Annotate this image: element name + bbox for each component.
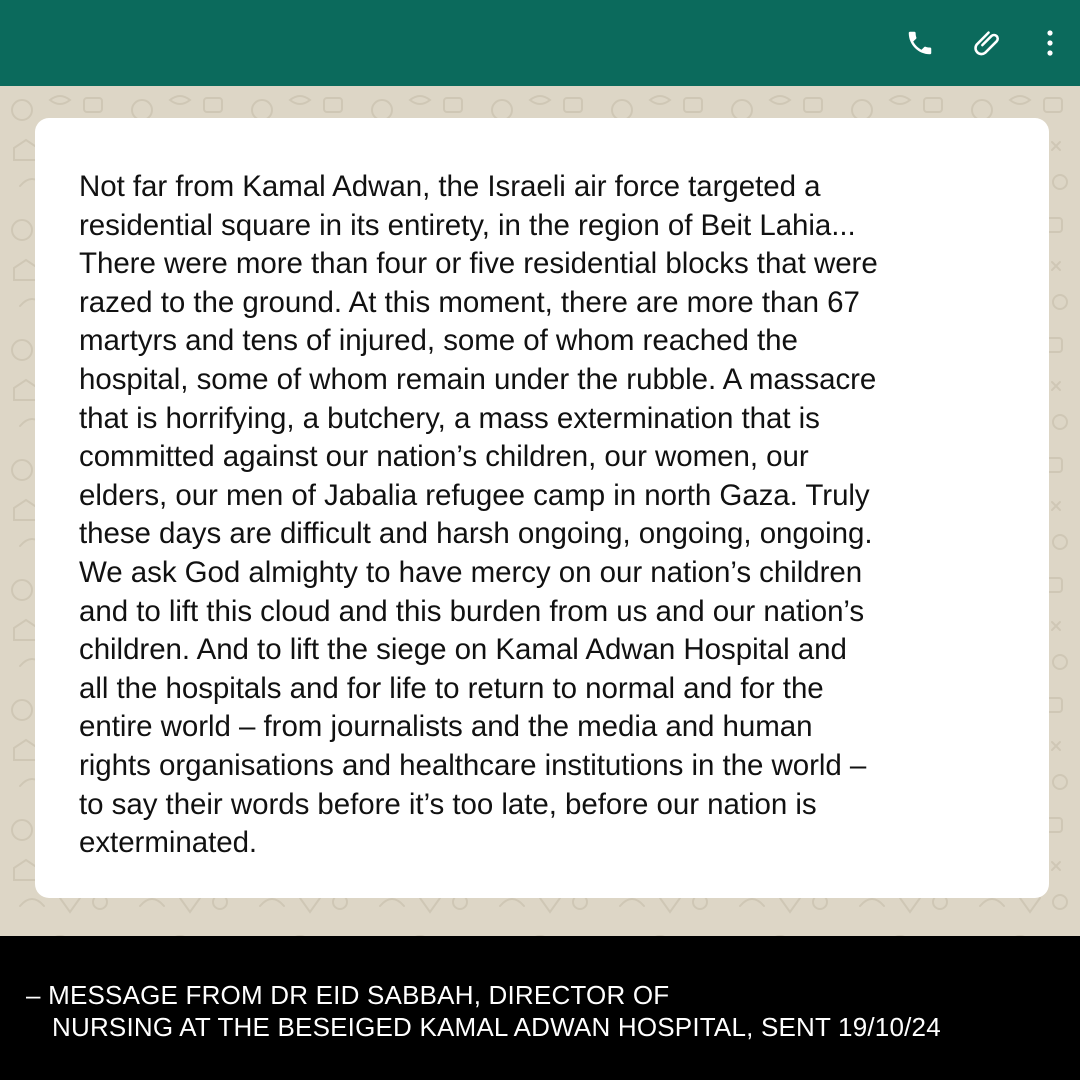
message-line: and to lift this cloud and this burden from us and our nation’s	[79, 594, 865, 628]
message-line: Not far from Kamal Adwan, the Israeli air force targeted a	[79, 170, 821, 203]
message-line: We ask God almighty to have mercy on our nation’s children	[79, 555, 863, 589]
message-line: to say their words before it’s too late, before our nation is	[79, 787, 817, 821]
message-bubble	[35, 118, 1049, 898]
message-line: these days are difficult and harsh ongoing, ongoing, ongoing.	[79, 517, 873, 551]
message-line: There were more than four or five residential blocks that were	[79, 247, 878, 281]
message-line: exterminated.	[79, 826, 258, 860]
paperclip-icon[interactable]	[968, 22, 1008, 64]
caption-line-2: NURSING AT THE BESEIGED KAMAL ADWAN HOSPITAL, SENT 19/10/24	[52, 1012, 941, 1042]
message-line: all the hospitals and for life to return to normal and for the	[79, 671, 824, 705]
message-line: elders, our men of Jabalia refugee camp in north Gaza. Truly	[79, 478, 870, 512]
message-line: martyrs and tens of injured, some of whom reached the	[79, 324, 798, 358]
message-text	[79, 168, 1029, 863]
message-line: entire world – from journalists and the media and human	[79, 710, 813, 744]
message-line: razed to the ground. At this moment, there are more than 67	[79, 285, 860, 319]
message-line: children. And to lift the siege on Kamal Adwan Hospital and	[79, 633, 847, 667]
message-line: rights organisations and healthcare institutions in the world –	[79, 748, 867, 782]
caption-bar	[0, 936, 1080, 1080]
message-line: committed against our nation’s children, our women, our	[79, 440, 809, 474]
message-line: hospital, some of whom remain under the rubble. A massacre	[79, 362, 877, 396]
chat-header	[0, 0, 1080, 86]
phone-icon[interactable]	[900, 22, 940, 64]
more-vertical-icon[interactable]	[1030, 22, 1070, 64]
message-line: residential square in its entirety, in the region of Beit Lahia...	[79, 208, 856, 242]
caption-line-1: – MESSAGE FROM DR EID SABBAH, DIRECTOR OF	[26, 980, 670, 1010]
message-line: that is horrifying, a butchery, a mass extermination that is	[79, 401, 820, 435]
